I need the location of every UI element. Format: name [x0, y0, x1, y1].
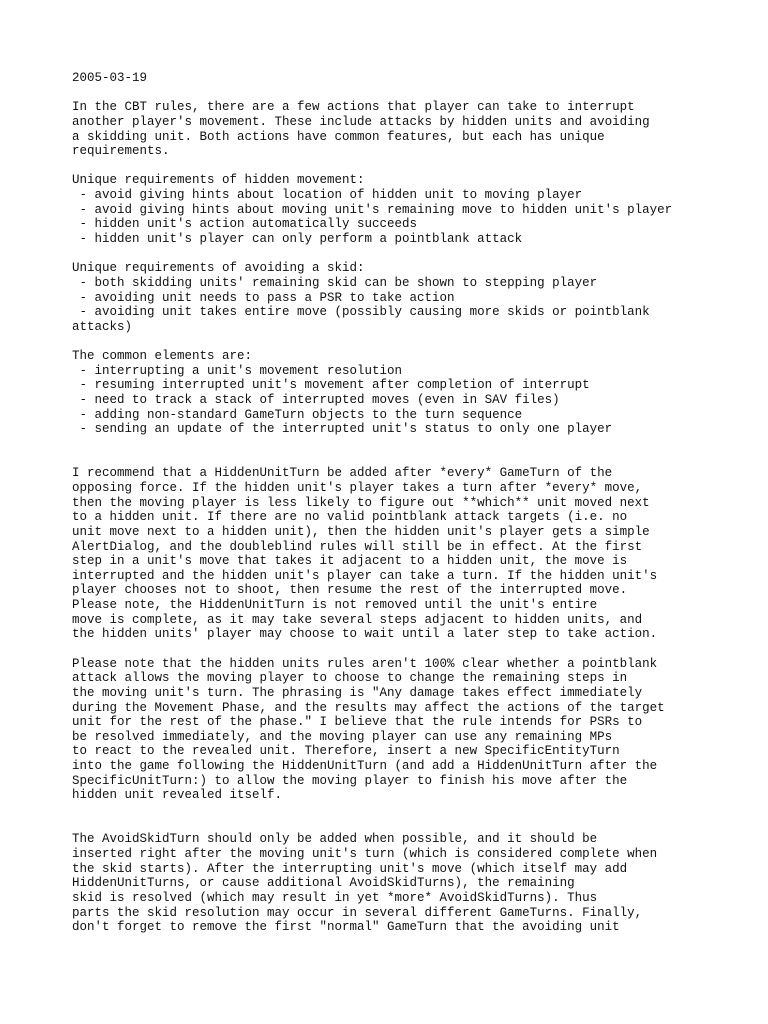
- text-line: - need to track a stack of interrupted moves (even in SAV files): [72, 393, 560, 408]
- text-line: a skidding unit. Both actions have common features, but each has unique: [72, 129, 605, 144]
- text-line: - avoiding unit needs to pass a PSR to take action: [72, 290, 455, 305]
- text-line: I recommend that a HiddenUnitTurn be added after *every* GameTurn of the: [72, 466, 613, 481]
- text-line: - avoiding unit takes entire move (possibly causing more skids or pointblank: [72, 305, 650, 320]
- text-line: then the moving player is less likely to figure out **which** unit moved next: [72, 495, 650, 510]
- text-line: the moving unit's turn. The phrasing is "Any damage takes effect immediately: [72, 685, 643, 700]
- text-line: HiddenUnitTurns, or cause additional AvoidSkidTurns), the remaining: [72, 876, 575, 891]
- text-line: interrupted and the hidden unit's player can take a turn. If the hidden unit's: [72, 568, 658, 583]
- text-line: Please note that the hidden units rules aren't 100% clear whether a pointblank: [72, 656, 658, 671]
- text-line: The AvoidSkidTurn should only be added when possible, and it should be: [72, 832, 598, 847]
- document-body: [72, 71, 712, 935]
- text-line: another player's movement. These include attacks by hidden units and avoiding: [72, 114, 650, 129]
- text-line: [72, 86, 712, 101]
- text-line: opposing force. If the hidden unit's player takes a turn after *every* move,: [72, 480, 643, 495]
- text-line: requirements.: [72, 144, 170, 159]
- text-line: - avoid giving hints about location of hidden unit to moving player: [72, 188, 583, 203]
- text-line: during the Movement Phase, and the results may affect the actions of the target: [72, 700, 665, 715]
- text-line: player chooses not to shoot, then resume the rest of the interrupted move.: [72, 583, 628, 598]
- text-line: [72, 159, 712, 174]
- text-line: the skid starts). After the interrupting unit's move (which itself may add: [72, 861, 628, 876]
- text-line: [72, 437, 712, 452]
- text-line: The common elements are:: [72, 349, 253, 364]
- text-line: to a hidden unit. If there are no valid pointblank attack targets (i.e. no: [72, 510, 628, 525]
- text-line: step in a unit's move that takes it adjacent to a hidden unit, the move is: [72, 554, 628, 569]
- text-line: - both skidding units' remaining skid can be shown to stepping player: [72, 275, 598, 290]
- text-line: - hidden unit's player can only perform a pointblank attack: [72, 232, 523, 247]
- text-line: attacks): [72, 319, 133, 334]
- text-line: attack allows the moving player to choose to change the remaining steps in: [72, 671, 628, 686]
- text-line: Unique requirements of avoiding a skid:: [72, 261, 365, 276]
- text-line: - resuming interrupted unit's movement after completion of interrupt: [72, 378, 590, 393]
- text-line: 2005-03-19: [72, 71, 148, 85]
- text-line: - adding non-standard GameTurn objects to the turn sequence: [72, 407, 523, 422]
- text-line: unit move next to a hidden unit), then the hidden unit's player gets a simple: [72, 524, 650, 539]
- text-line: hidden unit revealed itself.: [72, 788, 283, 803]
- text-line: - hidden unit's action automatically succeeds: [72, 217, 418, 232]
- text-line: In the CBT rules, there are a few actions that player can take to interrupt: [72, 100, 635, 115]
- text-line: SpecificUnitTurn:) to allow the moving player to finish his move after the: [72, 773, 628, 788]
- text-line: [72, 452, 712, 467]
- text-line: [72, 803, 712, 818]
- text-line: inserted right after the moving unit's turn (which is considered complete when: [72, 846, 658, 861]
- text-line: AlertDialog, and the doubleblind rules will still be in effect. At the first: [72, 539, 643, 554]
- text-line: Please note, the HiddenUnitTurn is not removed until the unit's entire: [72, 598, 598, 613]
- text-line: Unique requirements of hidden movement:: [72, 173, 365, 188]
- text-line: into the game following the HiddenUnitTurn (and add a HiddenUnitTurn after the: [72, 759, 658, 774]
- text-line: - avoid giving hints about moving unit's remaining move to hidden unit's player: [72, 202, 673, 217]
- text-line: the hidden units' player may choose to wait until a later step to take action.: [72, 627, 658, 642]
- text-line: - interrupting a unit's movement resolution: [72, 363, 403, 378]
- text-line: [72, 818, 712, 833]
- text-line: to react to the revealed unit. Therefore, insert a new SpecificEntityTurn: [72, 744, 620, 759]
- text-line: - sending an update of the interrupted unit's status to only one player: [72, 422, 613, 437]
- text-line: [72, 247, 712, 262]
- text-line: unit for the rest of the phase." I believe that the rule intends for PSRs to: [72, 715, 643, 730]
- text-line: be resolved immediately, and the moving player can use any remaining MPs: [72, 729, 613, 744]
- text-line: don't forget to remove the first "normal" GameTurn that the avoiding unit: [72, 920, 620, 935]
- text-line: move is complete, as it may take several steps adjacent to hidden units, and: [72, 612, 643, 627]
- text-line: parts the skid resolution may occur in several different GameTurns. Finally,: [72, 905, 643, 920]
- text-line: [72, 335, 712, 350]
- text-line: [72, 642, 712, 657]
- text-line: skid is resolved (which may result in yet *more* AvoidSkidTurns). Thus: [72, 890, 598, 905]
